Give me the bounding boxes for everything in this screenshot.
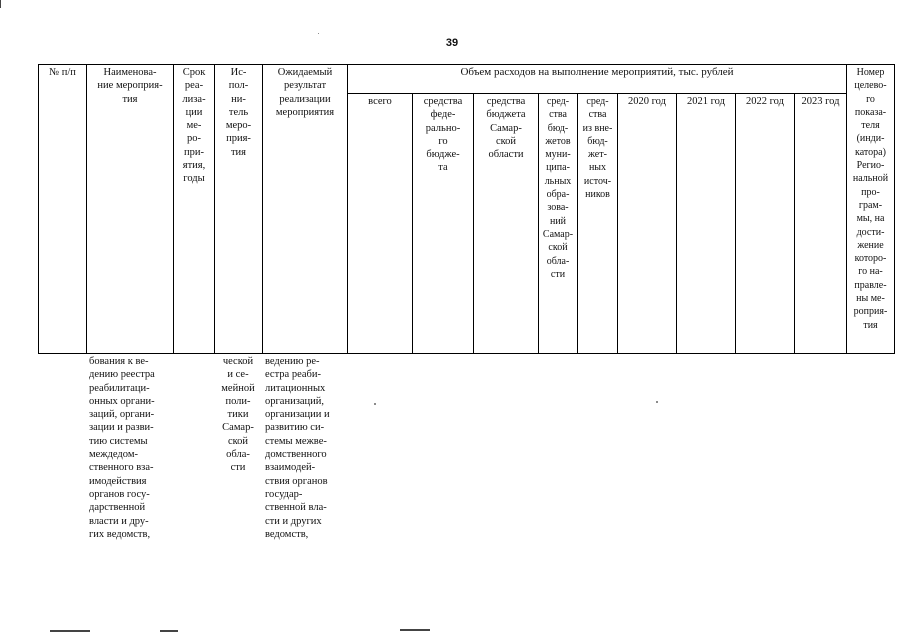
scan-edge-mark [0,0,1,8]
scan-edge-mark [400,629,430,631]
header-implementation-term: Срок реа- лиза- ции ме- ро- при- ятия, годы [182,67,206,185]
continuation-executor: ческой и се- мейной поли- тики Самар- ской обла- сти [221,356,255,474]
header-year-2020: 2020 год [628,96,666,107]
header-federal-budget: средства феде- рально- го бюдже- та [423,96,463,174]
table-left-border [38,64,39,354]
header-year-2023: 2023 год [801,96,840,107]
subcol-divider [676,93,677,354]
continuation-activity-name: бования к ве- дению реестра реабилитаци- онных органи- заций, органи- зации и разви- тию системы междедом- ственного вза- имодействия органов госу- дарственной власти и дру- гих ведомств, [89,356,155,540]
header-target-indicator: Номер целево- го показа- теля (инди- катора) Регио- нальной про- грам- мы, на дости- жение которо- го на- правле- ны ме- роприя- тия [852,67,889,331]
page-number: 39 [445,37,459,49]
scan-edge-mark [160,630,178,632]
header-activity-name: Наименова- ние мероприя- тия [97,67,163,105]
table-right-border [894,64,895,354]
scan-speck [374,403,376,405]
header-extrabudgetary-sources: сред- ства из вне- бюд- жет- ных источ- ников [582,96,613,201]
header-year-2022: 2022 год [746,96,784,107]
header-regional-budget: средства бюджета Самар- ской области [486,96,526,161]
subcol-divider [617,93,618,354]
subcol-divider [735,93,736,354]
header-bottom-border [38,353,895,354]
header-year-2021: 2021 год [687,96,725,107]
header-municipal-budgets: сред- ства бюд- жетов муни- ципа- льных обра- зова- ний Самар- ской обла- сти [542,96,574,280]
header-executor: Ис- пол- ни- тель меро- прия- тия [225,67,252,158]
scan-speck [656,401,658,403]
expenses-subheader-rule [347,93,846,94]
header-expenses-total: всего [368,96,392,107]
header-expenses-group: Объем расходов на выполнение мероприятий, тыс. рублей [460,66,734,78]
header-number: № п/п [49,67,76,78]
scan-edge-mark [50,630,90,632]
continuation-expected-result: ведению ре- естра реаби- литационных организаций, организации и развитию си- стемы межве- домственного взаимодей- ствия органов государ- ственной вла- сти и других ведомств, [265,356,330,540]
table-top-border [38,64,895,65]
col-divider-name [86,64,87,354]
subcol-divider [794,93,795,354]
scan-speck [318,33,319,34]
header-expected-result: Ожидаемый результат реализации мероприятия [275,67,335,118]
